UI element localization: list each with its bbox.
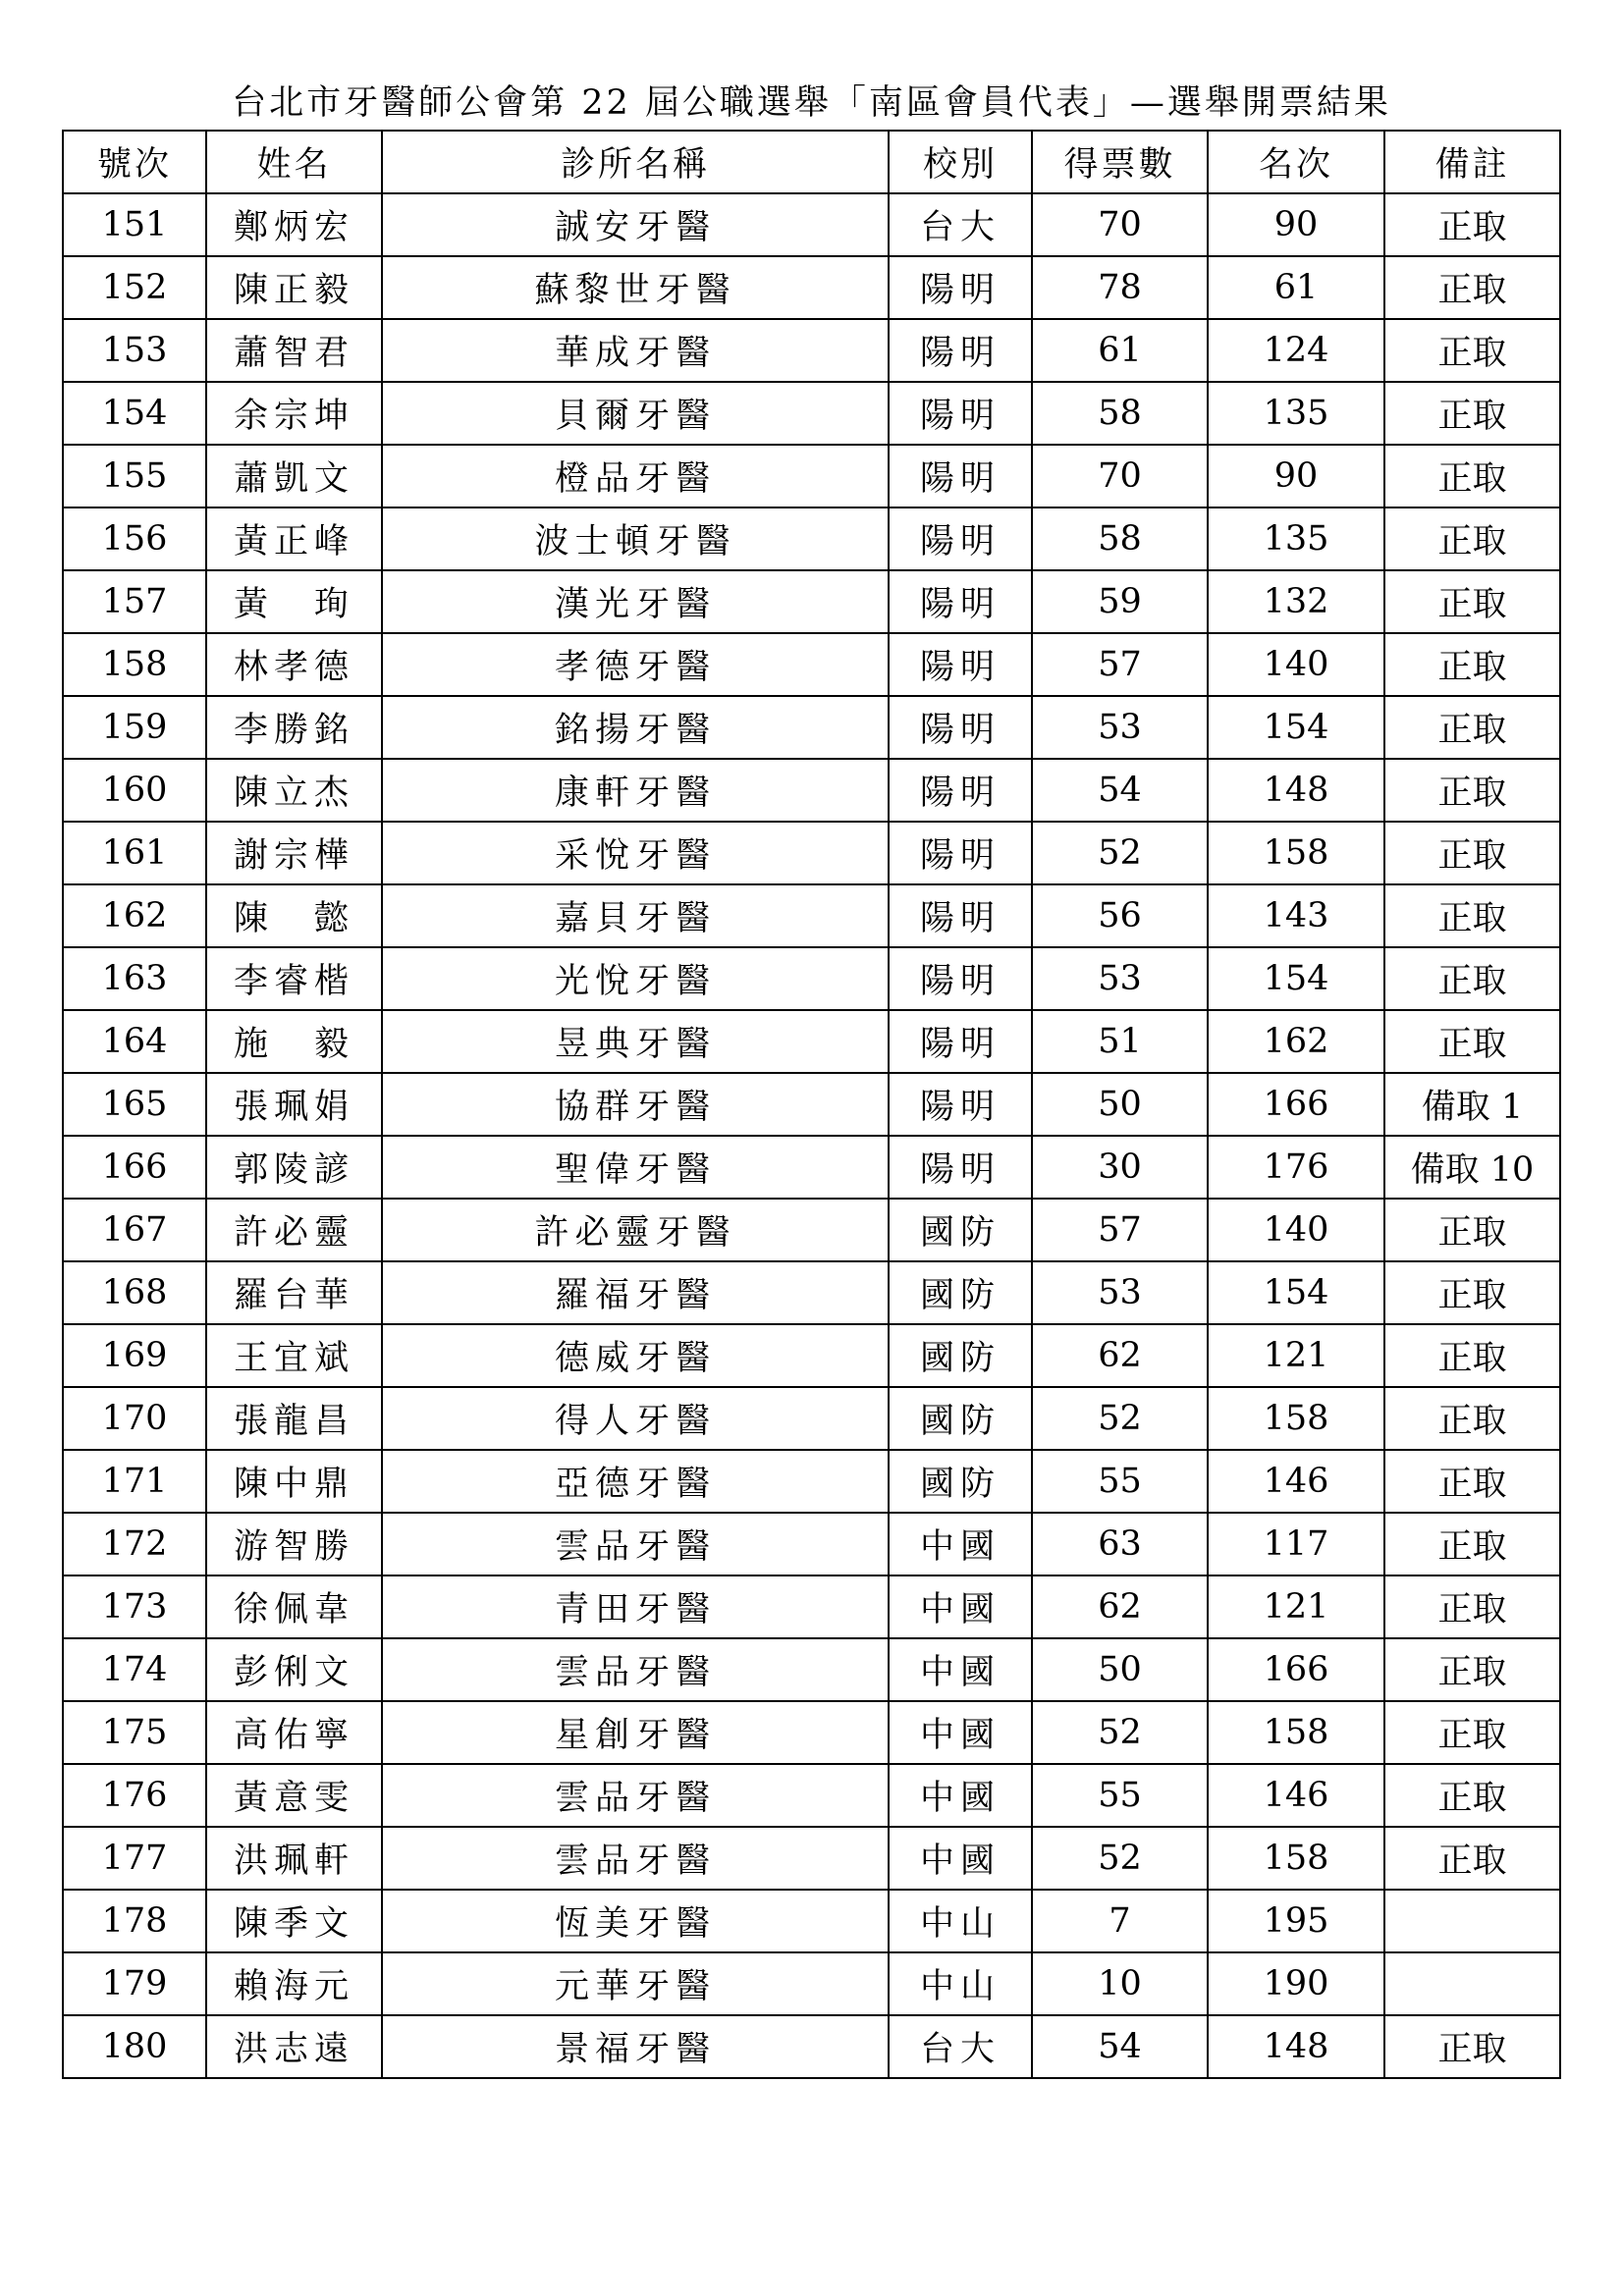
number-cell: 171 — [63, 1450, 206, 1513]
rank-cell: 135 — [1208, 507, 1384, 570]
remarks-cell: 正取 — [1384, 1010, 1560, 1073]
number-cell: 152 — [63, 256, 206, 319]
number-cell: 173 — [63, 1575, 206, 1638]
name-cell: 郭陵諺 — [206, 1136, 382, 1199]
table-row — [63, 1261, 1560, 1324]
number-cell: 177 — [63, 1827, 206, 1890]
school-cell: 中山 — [889, 1890, 1032, 1952]
header-remarks: 備註 — [1384, 131, 1560, 193]
rank-cell: 190 — [1208, 1952, 1384, 2015]
remarks-cell: 備取 1 — [1384, 1073, 1560, 1136]
school-cell: 陽明 — [889, 884, 1032, 947]
clinic-cell: 雲品牙醫 — [382, 1638, 889, 1701]
remarks-cell: 正取 — [1384, 696, 1560, 759]
school-cell: 中國 — [889, 1827, 1032, 1890]
clinic-cell: 誠安牙醫 — [382, 193, 889, 256]
rank-cell: 132 — [1208, 570, 1384, 633]
clinic-cell: 許必靈牙醫 — [382, 1199, 889, 1261]
votes-cell: 53 — [1032, 696, 1208, 759]
table-row — [63, 1387, 1560, 1450]
name-cell: 陳季文 — [206, 1890, 382, 1952]
number-cell: 172 — [63, 1513, 206, 1575]
school-cell: 中山 — [889, 1952, 1032, 2015]
remarks-cell: 正取 — [1384, 1261, 1560, 1324]
clinic-cell: 青田牙醫 — [382, 1575, 889, 1638]
rank-cell: 140 — [1208, 633, 1384, 696]
rank-cell: 135 — [1208, 382, 1384, 445]
school-cell: 國防 — [889, 1199, 1032, 1261]
rank-cell: 166 — [1208, 1073, 1384, 1136]
votes-cell: 52 — [1032, 1387, 1208, 1450]
school-cell: 陽明 — [889, 947, 1032, 1010]
table-body — [63, 193, 1560, 2078]
school-cell: 陽明 — [889, 633, 1032, 696]
number-cell: 159 — [63, 696, 206, 759]
table-row — [63, 319, 1560, 382]
number-cell: 158 — [63, 633, 206, 696]
number-cell: 179 — [63, 1952, 206, 2015]
rank-cell: 140 — [1208, 1199, 1384, 1261]
number-cell: 153 — [63, 319, 206, 382]
number-cell: 176 — [63, 1764, 206, 1827]
number-cell: 156 — [63, 507, 206, 570]
number-cell: 161 — [63, 822, 206, 884]
clinic-cell: 漢光牙醫 — [382, 570, 889, 633]
table-row — [63, 1136, 1560, 1199]
votes-cell: 57 — [1032, 1199, 1208, 1261]
remarks-cell: 正取 — [1384, 570, 1560, 633]
number-cell: 167 — [63, 1199, 206, 1261]
votes-cell: 51 — [1032, 1010, 1208, 1073]
name-cell: 徐佩韋 — [206, 1575, 382, 1638]
name-cell: 黃 珣 — [206, 570, 382, 633]
votes-cell: 52 — [1032, 1827, 1208, 1890]
name-cell: 高佑寧 — [206, 1701, 382, 1764]
rank-cell: 176 — [1208, 1136, 1384, 1199]
name-cell: 林孝德 — [206, 633, 382, 696]
votes-cell: 52 — [1032, 822, 1208, 884]
number-cell: 169 — [63, 1324, 206, 1387]
clinic-cell: 雲品牙醫 — [382, 1513, 889, 1575]
header-row — [63, 131, 1560, 193]
school-cell: 陽明 — [889, 822, 1032, 884]
votes-cell: 50 — [1032, 1073, 1208, 1136]
table-row — [63, 445, 1560, 507]
name-cell: 陳中鼎 — [206, 1450, 382, 1513]
number-cell: 168 — [63, 1261, 206, 1324]
table-row — [63, 1701, 1560, 1764]
clinic-cell: 羅福牙醫 — [382, 1261, 889, 1324]
clinic-cell: 德威牙醫 — [382, 1324, 889, 1387]
table-row — [63, 1010, 1560, 1073]
remarks-cell: 正取 — [1384, 759, 1560, 822]
remarks-cell: 正取 — [1384, 1701, 1560, 1764]
page-title: 台北市牙醫師公會第 22 屆公職選舉「南區會員代表」—選舉開票結果 — [232, 83, 1391, 123]
school-cell: 國防 — [889, 1324, 1032, 1387]
votes-cell: 53 — [1032, 947, 1208, 1010]
table-row — [63, 256, 1560, 319]
rank-cell: 121 — [1208, 1324, 1384, 1387]
votes-cell: 63 — [1032, 1513, 1208, 1575]
school-cell: 陽明 — [889, 445, 1032, 507]
clinic-cell: 光悅牙醫 — [382, 947, 889, 1010]
table-row — [63, 1890, 1560, 1952]
votes-cell: 53 — [1032, 1261, 1208, 1324]
number-cell: 157 — [63, 570, 206, 633]
school-cell: 國防 — [889, 1387, 1032, 1450]
table-row — [63, 1450, 1560, 1513]
name-cell: 李勝銘 — [206, 696, 382, 759]
votes-cell: 70 — [1032, 193, 1208, 256]
school-cell: 陽明 — [889, 319, 1032, 382]
school-cell: 陽明 — [889, 759, 1032, 822]
number-cell: 154 — [63, 382, 206, 445]
rank-cell: 146 — [1208, 1450, 1384, 1513]
table-row — [63, 382, 1560, 445]
table-row — [63, 570, 1560, 633]
school-cell: 陽明 — [889, 382, 1032, 445]
votes-cell: 57 — [1032, 633, 1208, 696]
votes-cell: 55 — [1032, 1764, 1208, 1827]
name-cell: 蕭凱文 — [206, 445, 382, 507]
table-row — [63, 1952, 1560, 2015]
clinic-cell: 華成牙醫 — [382, 319, 889, 382]
name-cell: 張龍昌 — [206, 1387, 382, 1450]
rank-cell: 61 — [1208, 256, 1384, 319]
clinic-cell: 橙品牙醫 — [382, 445, 889, 507]
votes-cell: 59 — [1032, 570, 1208, 633]
header-clinic: 診所名稱 — [382, 131, 889, 193]
name-cell: 余宗坤 — [206, 382, 382, 445]
clinic-cell: 景福牙醫 — [382, 2015, 889, 2078]
school-cell: 國防 — [889, 1450, 1032, 1513]
votes-cell: 61 — [1032, 319, 1208, 382]
school-cell: 陽明 — [889, 507, 1032, 570]
clinic-cell: 得人牙醫 — [382, 1387, 889, 1450]
clinic-cell: 貝爾牙醫 — [382, 382, 889, 445]
header-rank: 名次 — [1208, 131, 1384, 193]
votes-cell: 10 — [1032, 1952, 1208, 2015]
remarks-cell: 正取 — [1384, 507, 1560, 570]
number-cell: 174 — [63, 1638, 206, 1701]
number-cell: 164 — [63, 1010, 206, 1073]
rank-cell: 148 — [1208, 759, 1384, 822]
name-cell: 謝宗樺 — [206, 822, 382, 884]
clinic-cell: 亞德牙醫 — [382, 1450, 889, 1513]
school-cell: 陽明 — [889, 256, 1032, 319]
remarks-cell: 正取 — [1384, 822, 1560, 884]
table-row — [63, 1513, 1560, 1575]
school-cell: 台大 — [889, 193, 1032, 256]
clinic-cell: 采悅牙醫 — [382, 822, 889, 884]
header-number: 號次 — [63, 131, 206, 193]
clinic-cell: 聖偉牙醫 — [382, 1136, 889, 1199]
number-cell: 166 — [63, 1136, 206, 1199]
clinic-cell: 星創牙醫 — [382, 1701, 889, 1764]
remarks-cell: 正取 — [1384, 445, 1560, 507]
school-cell: 陽明 — [889, 696, 1032, 759]
rank-cell: 154 — [1208, 696, 1384, 759]
remarks-cell: 正取 — [1384, 1450, 1560, 1513]
table-row — [63, 759, 1560, 822]
votes-cell: 30 — [1032, 1136, 1208, 1199]
clinic-cell: 銘揚牙醫 — [382, 696, 889, 759]
remarks-cell: 正取 — [1384, 884, 1560, 947]
votes-cell: 54 — [1032, 759, 1208, 822]
remarks-cell — [1384, 1890, 1560, 1952]
remarks-cell: 正取 — [1384, 1764, 1560, 1827]
number-cell: 162 — [63, 884, 206, 947]
table-row — [63, 947, 1560, 1010]
table-row — [63, 2015, 1560, 2078]
votes-cell: 58 — [1032, 507, 1208, 570]
clinic-cell: 康軒牙醫 — [382, 759, 889, 822]
table-row — [63, 1073, 1560, 1136]
rank-cell: 158 — [1208, 1387, 1384, 1450]
school-cell: 中國 — [889, 1638, 1032, 1701]
number-cell: 163 — [63, 947, 206, 1010]
remarks-cell: 正取 — [1384, 319, 1560, 382]
clinic-cell: 雲品牙醫 — [382, 1764, 889, 1827]
table-row — [63, 1827, 1560, 1890]
votes-cell: 55 — [1032, 1450, 1208, 1513]
school-cell: 中國 — [889, 1764, 1032, 1827]
school-cell: 陽明 — [889, 1136, 1032, 1199]
name-cell: 游智勝 — [206, 1513, 382, 1575]
number-cell: 170 — [63, 1387, 206, 1450]
table-row — [63, 1638, 1560, 1701]
clinic-cell: 雲品牙醫 — [382, 1827, 889, 1890]
name-cell: 黃意雯 — [206, 1764, 382, 1827]
rank-cell: 158 — [1208, 822, 1384, 884]
name-cell: 賴海元 — [206, 1952, 382, 2015]
table-row — [63, 633, 1560, 696]
votes-cell: 52 — [1032, 1701, 1208, 1764]
rank-cell: 117 — [1208, 1513, 1384, 1575]
remarks-cell: 正取 — [1384, 1199, 1560, 1261]
school-cell: 中國 — [889, 1701, 1032, 1764]
votes-cell: 62 — [1032, 1575, 1208, 1638]
number-cell: 160 — [63, 759, 206, 822]
name-cell: 鄭炳宏 — [206, 193, 382, 256]
remarks-cell: 正取 — [1384, 633, 1560, 696]
remarks-cell: 正取 — [1384, 1827, 1560, 1890]
remarks-cell: 備取 10 — [1384, 1136, 1560, 1199]
remarks-cell: 正取 — [1384, 1513, 1560, 1575]
header-school: 校別 — [889, 131, 1032, 193]
clinic-cell: 孝德牙醫 — [382, 633, 889, 696]
clinic-cell: 波士頓牙醫 — [382, 507, 889, 570]
table-row — [63, 193, 1560, 256]
remarks-cell: 正取 — [1384, 947, 1560, 1010]
votes-cell: 62 — [1032, 1324, 1208, 1387]
name-cell: 施 毅 — [206, 1010, 382, 1073]
school-cell: 中國 — [889, 1575, 1032, 1638]
name-cell: 彭俐文 — [206, 1638, 382, 1701]
votes-cell: 58 — [1032, 382, 1208, 445]
school-cell: 陽明 — [889, 1010, 1032, 1073]
name-cell: 李睿楷 — [206, 947, 382, 1010]
rank-cell: 146 — [1208, 1764, 1384, 1827]
clinic-cell: 元華牙醫 — [382, 1952, 889, 2015]
number-cell: 175 — [63, 1701, 206, 1764]
school-cell: 中國 — [889, 1513, 1032, 1575]
rank-cell: 121 — [1208, 1575, 1384, 1638]
header-name: 姓名 — [206, 131, 382, 193]
table-row — [63, 884, 1560, 947]
rank-cell: 166 — [1208, 1638, 1384, 1701]
name-cell: 張珮娟 — [206, 1073, 382, 1136]
clinic-cell: 嘉貝牙醫 — [382, 884, 889, 947]
rank-cell: 154 — [1208, 1261, 1384, 1324]
school-cell: 陽明 — [889, 570, 1032, 633]
name-cell: 陳 懿 — [206, 884, 382, 947]
name-cell: 洪志遠 — [206, 2015, 382, 2078]
remarks-cell: 正取 — [1384, 1387, 1560, 1450]
rank-cell: 124 — [1208, 319, 1384, 382]
votes-cell: 54 — [1032, 2015, 1208, 2078]
school-cell: 國防 — [889, 1261, 1032, 1324]
number-cell: 165 — [63, 1073, 206, 1136]
name-cell: 王宜斌 — [206, 1324, 382, 1387]
school-cell: 陽明 — [889, 1073, 1032, 1136]
remarks-cell: 正取 — [1384, 1575, 1560, 1638]
name-cell: 洪珮軒 — [206, 1827, 382, 1890]
rank-cell: 162 — [1208, 1010, 1384, 1073]
table-row — [63, 1199, 1560, 1261]
name-cell: 許必靈 — [206, 1199, 382, 1261]
clinic-cell: 協群牙醫 — [382, 1073, 889, 1136]
header-votes: 得票數 — [1032, 131, 1208, 193]
rank-cell: 154 — [1208, 947, 1384, 1010]
name-cell: 陳立杰 — [206, 759, 382, 822]
rank-cell: 158 — [1208, 1701, 1384, 1764]
name-cell: 蕭智君 — [206, 319, 382, 382]
table-row — [63, 696, 1560, 759]
remarks-cell — [1384, 1952, 1560, 2015]
table-row — [63, 507, 1560, 570]
rank-cell: 148 — [1208, 2015, 1384, 2078]
votes-cell: 56 — [1032, 884, 1208, 947]
votes-cell: 7 — [1032, 1890, 1208, 1952]
results-table — [62, 130, 1561, 2079]
rank-cell: 90 — [1208, 445, 1384, 507]
table-row — [63, 822, 1560, 884]
name-cell: 陳正毅 — [206, 256, 382, 319]
votes-cell: 50 — [1032, 1638, 1208, 1701]
name-cell: 羅台華 — [206, 1261, 382, 1324]
number-cell: 180 — [63, 2015, 206, 2078]
table-row — [63, 1324, 1560, 1387]
name-cell: 黃正峰 — [206, 507, 382, 570]
clinic-cell: 蘇黎世牙醫 — [382, 256, 889, 319]
clinic-cell: 恆美牙醫 — [382, 1890, 889, 1952]
remarks-cell: 正取 — [1384, 1638, 1560, 1701]
table-row — [63, 1764, 1560, 1827]
remarks-cell: 正取 — [1384, 382, 1560, 445]
rank-cell: 90 — [1208, 193, 1384, 256]
remarks-cell: 正取 — [1384, 1324, 1560, 1387]
number-cell: 178 — [63, 1890, 206, 1952]
remarks-cell: 正取 — [1384, 2015, 1560, 2078]
clinic-cell: 昱典牙醫 — [382, 1010, 889, 1073]
table-row — [63, 1575, 1560, 1638]
school-cell: 台大 — [889, 2015, 1032, 2078]
number-cell: 151 — [63, 193, 206, 256]
rank-cell: 158 — [1208, 1827, 1384, 1890]
number-cell: 155 — [63, 445, 206, 507]
remarks-cell: 正取 — [1384, 256, 1560, 319]
votes-cell: 78 — [1032, 256, 1208, 319]
rank-cell: 143 — [1208, 884, 1384, 947]
votes-cell: 70 — [1032, 445, 1208, 507]
remarks-cell: 正取 — [1384, 193, 1560, 256]
rank-cell: 195 — [1208, 1890, 1384, 1952]
